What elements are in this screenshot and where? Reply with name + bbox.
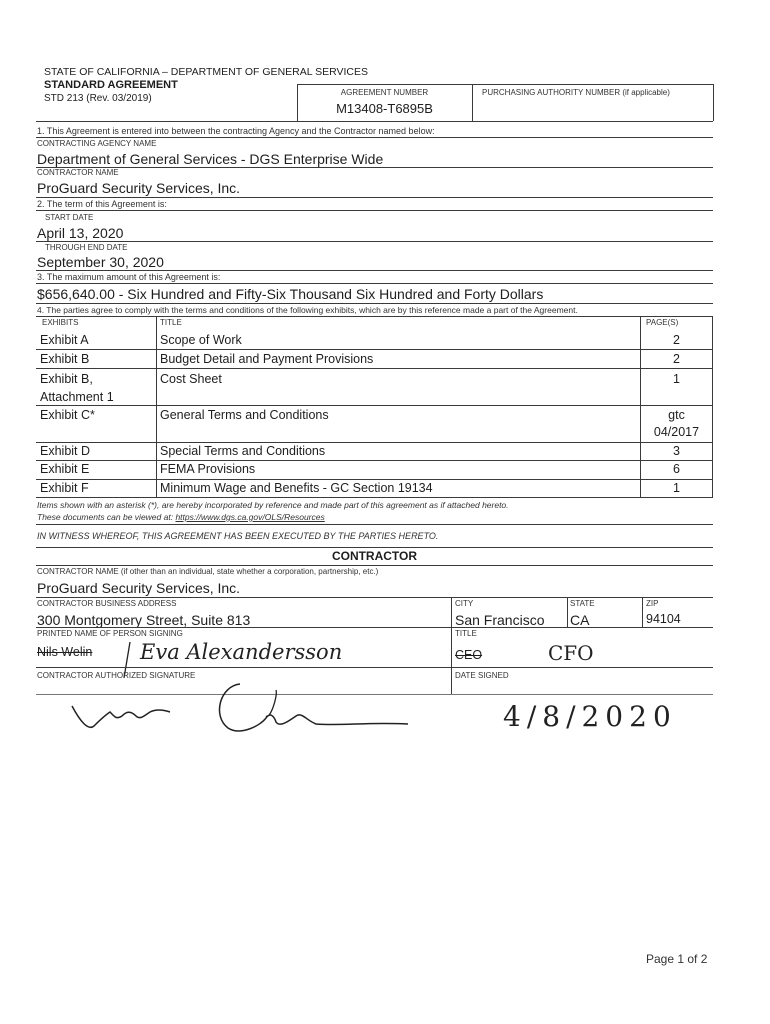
city: San Francisco xyxy=(455,612,545,628)
address-label: CONTRACTOR BUSINESS ADDRESS xyxy=(37,599,177,608)
documents-note-prefix: These documents can be viewed at: xyxy=(37,512,176,522)
exhibit-f-pages: 1 xyxy=(673,481,680,495)
exhibit-d-title: Special Terms and Conditions xyxy=(160,444,326,458)
exhibit-a-pages: 2 xyxy=(673,333,680,347)
exhibit-f: Exhibit F xyxy=(40,481,89,495)
signature-drawing xyxy=(70,676,410,746)
printed-name-handwritten: Eva Alexandersson xyxy=(140,640,343,664)
documents-note xyxy=(37,512,325,522)
exhibit-b-att1: Exhibit B, xyxy=(40,372,93,386)
exhibit-b-att1-pages: 1 xyxy=(673,372,680,386)
contractor-name-label: CONTRACTOR NAME xyxy=(37,168,119,177)
title-handwritten: CFO xyxy=(548,641,594,665)
exhibit-b-att1-title: Cost Sheet xyxy=(160,372,222,386)
signature-label: CONTRACTOR AUTHORIZED SIGNATURE xyxy=(37,671,196,680)
form-title: STANDARD AGREEMENT xyxy=(44,79,178,91)
form-number: STD 213 (Rev. 03/2019) xyxy=(44,93,152,104)
exhibit-c: Exhibit C* xyxy=(40,408,95,422)
contractor-heading: CONTRACTOR xyxy=(331,549,418,563)
col-title: TITLE xyxy=(160,318,182,327)
exhibit-e-pages: 6 xyxy=(673,462,680,476)
end-date: September 30, 2020 xyxy=(37,254,164,270)
exhibit-c-title: General Terms and Conditions xyxy=(160,408,329,422)
contractor-name-label-2: CONTRACTOR NAME (if other than an individual, state whether a corporation, partnership, etc.) xyxy=(37,567,379,576)
max-amount: $656,640.00 - Six Hundred and Fifty-Six Thousand Six Hundred and Forty Dollars xyxy=(37,286,544,302)
state: CA xyxy=(570,612,590,628)
section1-text: 1. This Agreement is entered into between the contracting Agency and the Contractor named below: xyxy=(37,126,435,136)
col-exhibits: EXHIBITS xyxy=(42,318,79,327)
contractor-name: ProGuard Security Services, Inc. xyxy=(37,180,241,196)
title-struck: CEO xyxy=(455,648,483,662)
agency-header: STATE OF CALIFORNIA – DEPARTMENT OF GENERAL SERVICES xyxy=(44,66,369,78)
exhibit-d-pages: 3 xyxy=(673,444,680,458)
resources-link[interactable]: https://www.dgs.ca.gov/OLS/Resources xyxy=(175,512,325,522)
start-date: April 13, 2020 xyxy=(37,225,124,241)
section2-text: 2. The term of this Agreement is: xyxy=(37,199,167,209)
section3-text: 3. The maximum amount of this Agreement is: xyxy=(37,272,221,282)
start-date-label: START DATE xyxy=(45,213,94,222)
exhibit-a: Exhibit A xyxy=(40,333,89,347)
page-number: Page 1 of 2 xyxy=(646,952,708,966)
date-signed-label: DATE SIGNED xyxy=(455,671,509,680)
exhibit-b-pages: 2 xyxy=(673,352,680,366)
agreement-number-label: AGREEMENT NUMBER xyxy=(340,88,429,97)
exhibit-e: Exhibit E xyxy=(40,462,90,476)
city-label: CITY xyxy=(455,599,474,608)
title-label: TITLE xyxy=(455,629,477,638)
exhibit-a-title: Scope of Work xyxy=(160,333,242,347)
agency-name: Department of General Services - DGS Enterprise Wide xyxy=(37,151,384,167)
col-pages: PAGE(S) xyxy=(646,318,679,327)
printed-name-label: PRINTED NAME OF PERSON SIGNING xyxy=(37,629,183,638)
zip: 94104 xyxy=(646,612,681,626)
business-address: 300 Montgomery Street, Suite 813 xyxy=(37,612,251,628)
zip-label: ZIP xyxy=(646,599,659,608)
date-signed: 4/8/2020 xyxy=(503,700,677,733)
agency-name-label: CONTRACTING AGENCY NAME xyxy=(37,139,157,148)
exhibit-d: Exhibit D xyxy=(40,444,91,458)
section4-text: 4. The parties agree to comply with the terms and conditions of the following exhibits, which are by this reference made a part of the Agreement. xyxy=(37,305,578,315)
exhibit-f-title: Minimum Wage and Benefits - GC Section 19134 xyxy=(160,481,433,495)
exhibit-c-pages: gtc xyxy=(668,408,685,422)
exhibit-b-att1-line2: Attachment 1 xyxy=(40,390,114,404)
purchasing-authority-label: PURCHASING AUTHORITY NUMBER (if applicable) xyxy=(482,88,670,97)
exhibit-b: Exhibit B xyxy=(40,352,90,366)
agreement-number: M13408-T6895B xyxy=(336,101,433,116)
printed-name-struck: Nils Welin xyxy=(37,645,93,659)
asterisk-note: Items shown with an asterisk (*), are hereby incorporated by reference and made part of this agreement as if attached hereto. xyxy=(37,500,509,510)
contractor-name-2: ProGuard Security Services, Inc. xyxy=(37,580,241,596)
exhibit-b-title: Budget Detail and Payment Provisions xyxy=(160,352,374,366)
witness-statement: IN WITNESS WHEREOF, THIS AGREEMENT HAS BEEN EXECUTED BY THE PARTIES HERETO. xyxy=(37,531,439,541)
end-date-label: THROUGH END DATE xyxy=(45,243,128,252)
exhibit-e-title: FEMA Provisions xyxy=(160,462,256,476)
state-label: STATE xyxy=(570,599,595,608)
exhibit-c-pages-date: 04/2017 xyxy=(653,425,700,439)
